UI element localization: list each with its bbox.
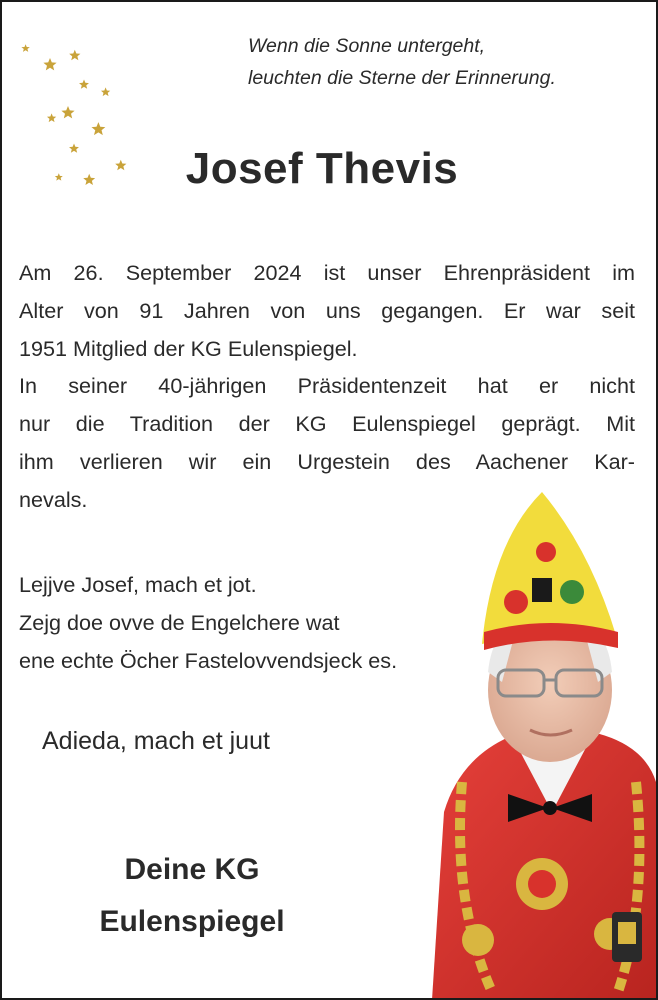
signature-line-2: Eulenspiegel <box>99 905 285 938</box>
star-icon <box>69 50 80 61</box>
obituary-line: 1951 Mitglied der KG Eulenspiegel. <box>19 335 358 361</box>
star-icon <box>101 87 110 96</box>
memorial-quote <box>248 30 648 94</box>
obituary-line: nevals. <box>19 486 88 512</box>
portrait-photo <box>422 482 658 1000</box>
star-icon <box>43 58 56 70</box>
obituary-line: Am 26. September 2024 ist unser Ehrenpräsident im <box>19 260 635 285</box>
star-icon <box>91 122 105 135</box>
verse-line-3: ene echte Öcher Fastelovvendsjeck es. <box>19 647 398 673</box>
obituary-text <box>19 254 635 519</box>
star-icon <box>61 106 74 118</box>
quote-line-1: Wenn die Sonne untergeht, <box>248 35 486 57</box>
obituary-line: Alter von 91 Jahren von uns gegangen. Er war seit <box>19 297 635 323</box>
signature-block <box>62 844 322 948</box>
obituary-line: nur die Tradition der KG Eulenspiegel geprägt. Mit <box>19 411 635 437</box>
deceased-name: Josef Thevis <box>185 144 459 193</box>
obituary-line: In seiner 40-jährigen Präsidentenzeit hat er nicht <box>19 373 635 399</box>
obituary-line: ihm verlieren wir ein Urgestein des Aachener Kar- <box>19 448 635 474</box>
verse-line-2: Zejg doe ovve de Engelchere wat <box>19 609 340 635</box>
farewell-line: Adieda, mach et juut <box>42 727 270 755</box>
verse-line-1: Lejjve Josef, mach et jot. <box>19 572 257 597</box>
signature-line-1: Deine KG <box>124 853 260 886</box>
star-icon <box>79 80 89 89</box>
star-icon <box>47 113 56 122</box>
star-icon <box>21 44 29 52</box>
quote-line-2: leuchten die Sterne der Erinnerung. <box>248 67 556 89</box>
